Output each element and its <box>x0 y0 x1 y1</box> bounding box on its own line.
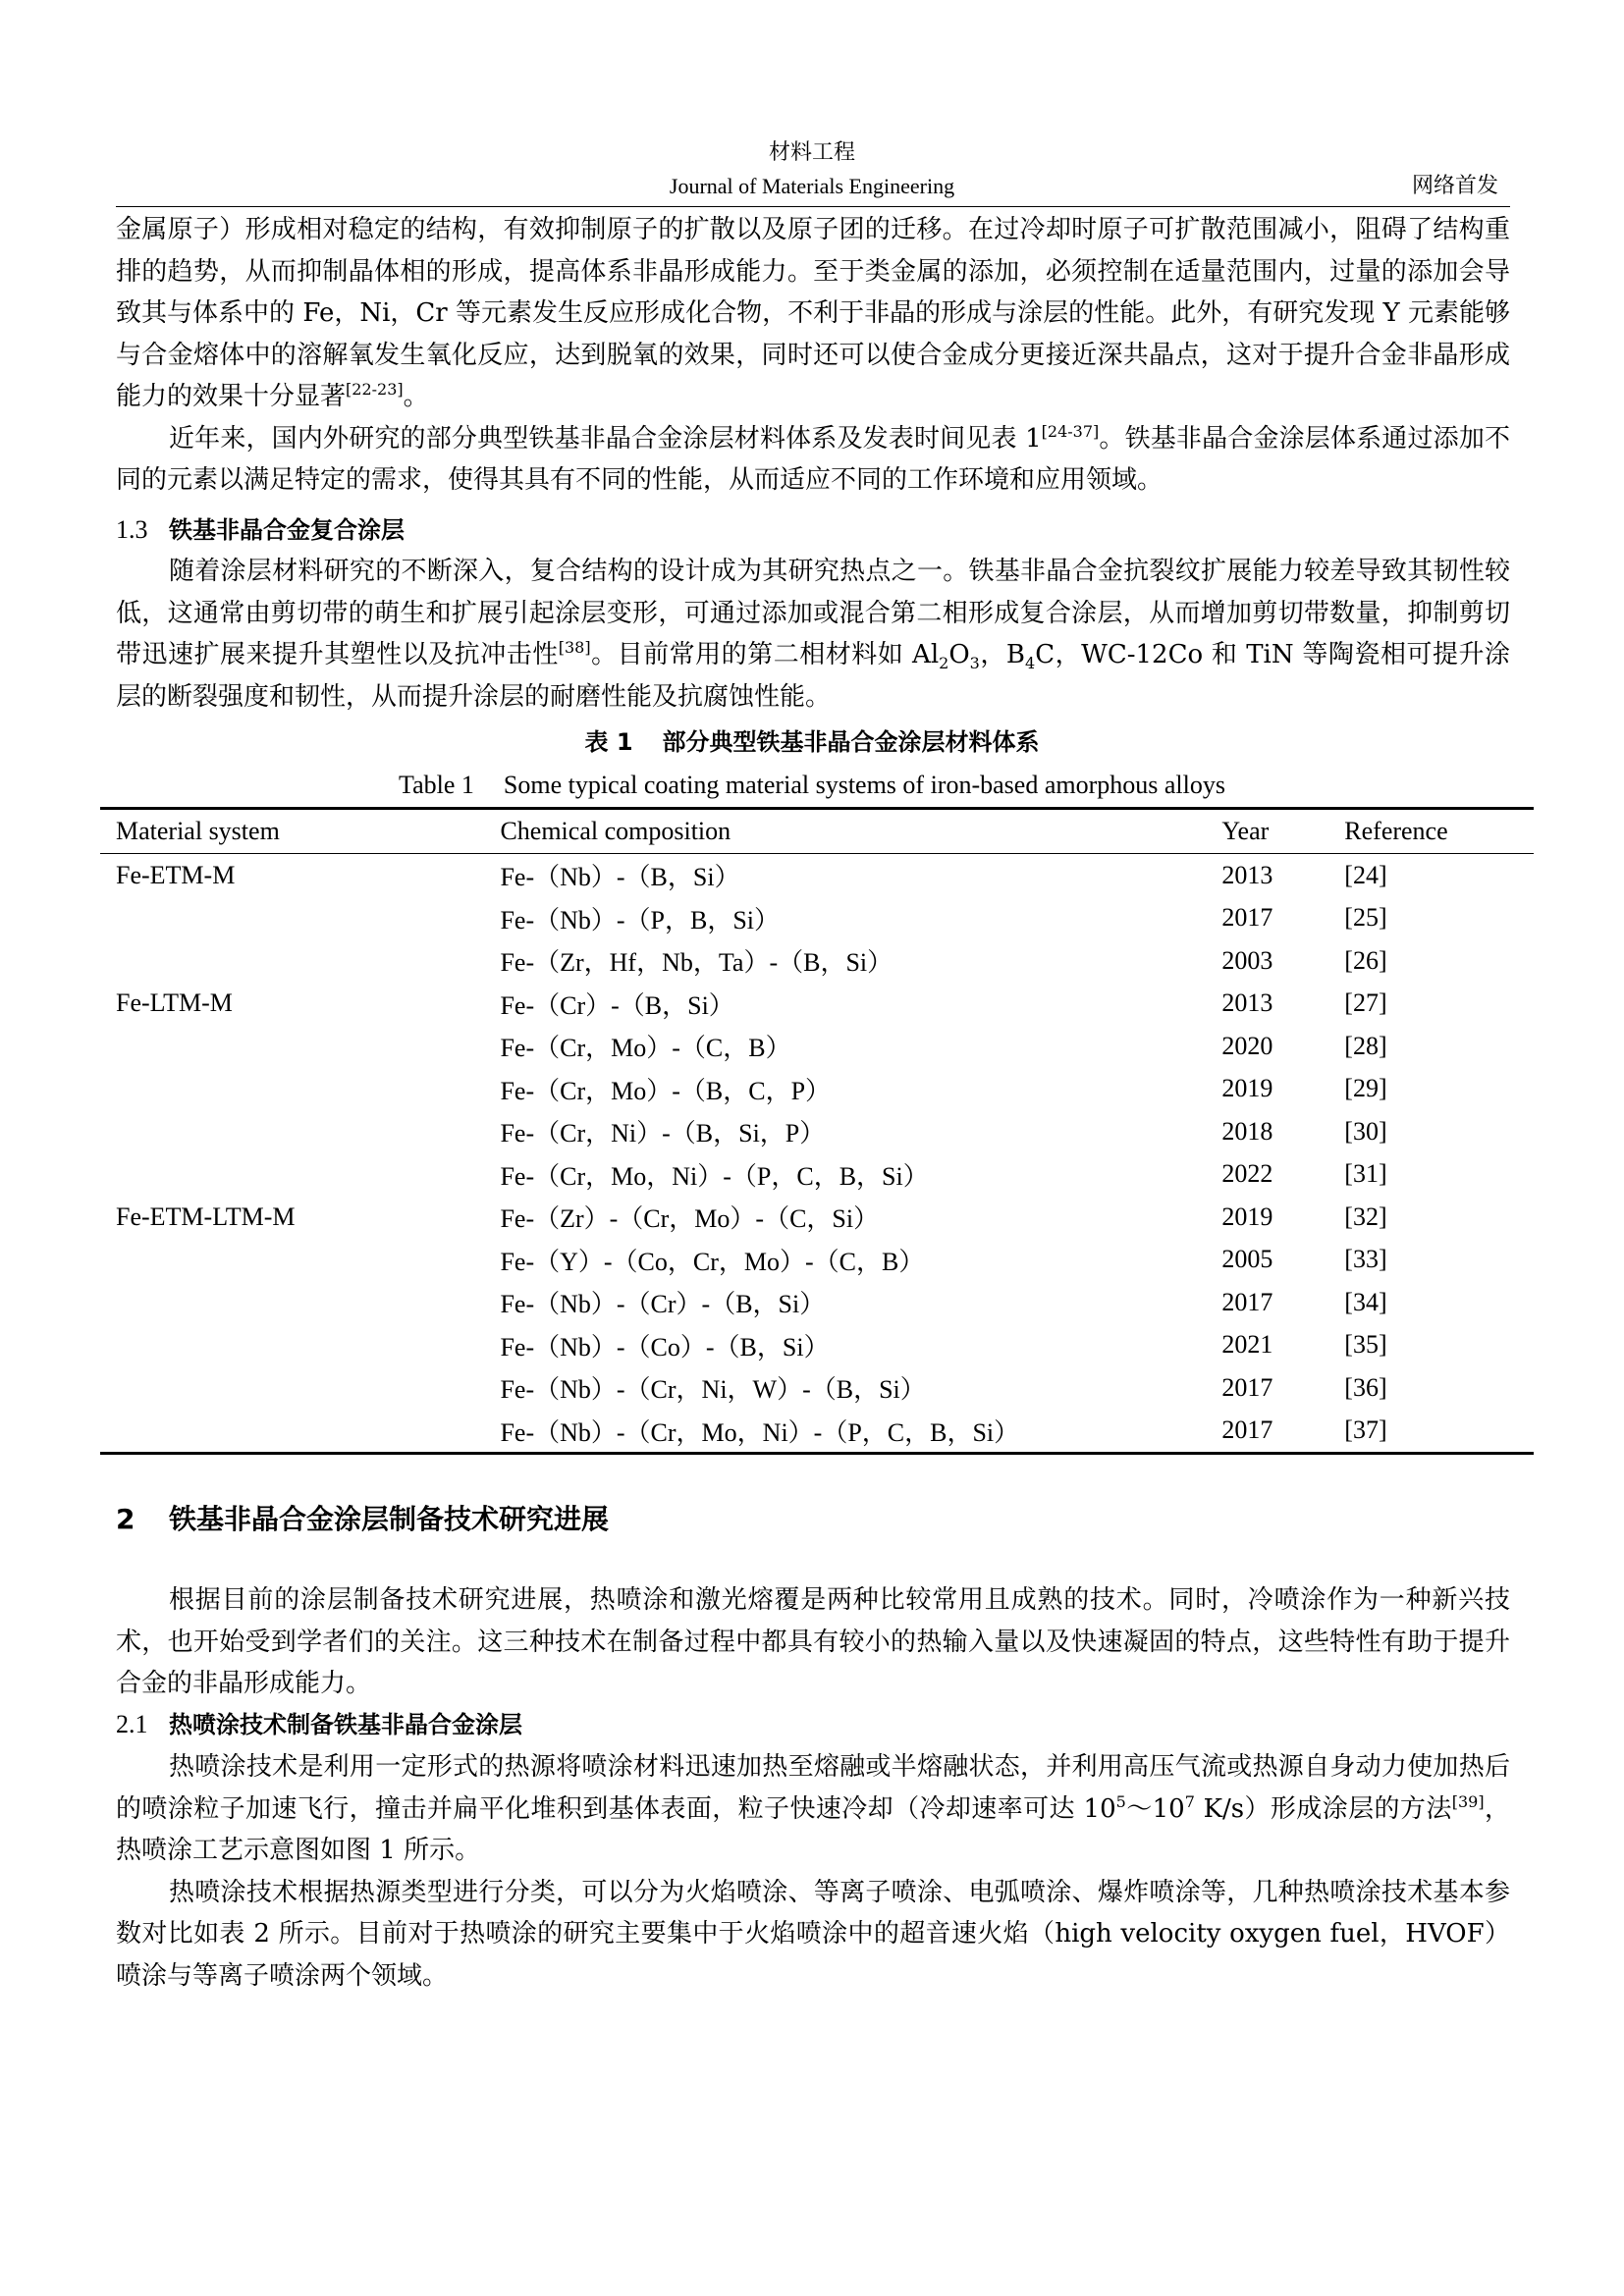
header-rule <box>116 206 1510 207</box>
reference-cell: [32] <box>1344 1201 1387 1231</box>
year-cell: 2017 <box>1221 903 1273 933</box>
composition-cell: Fe-（Nb）-（Co）-（B，Si） <box>500 1332 830 1362</box>
material-system-cell <box>100 1153 500 1197</box>
table-row <box>100 939 1534 983</box>
reference-cell: [30] <box>1344 1116 1387 1146</box>
material-system-cell <box>100 1366 500 1410</box>
composition-cell: Fe-（Cr，Mo，Ni）-（P，C，B，Si） <box>500 1161 929 1191</box>
table-row <box>100 1281 1534 1324</box>
year-cell: 2022 <box>1221 1159 1273 1189</box>
reference-cell: [35] <box>1344 1330 1387 1360</box>
reference-cell: [24] <box>1344 860 1387 889</box>
table-row <box>100 983 1534 1026</box>
citation: [39] <box>1451 1791 1485 1811</box>
material-system-cell: Fe-ETM-M <box>116 860 236 889</box>
table-row <box>100 1410 1534 1454</box>
heading-number: 1.3 <box>116 515 148 544</box>
reference-cell: [28] <box>1344 1031 1387 1060</box>
body-text-section-2 <box>116 1579 1510 1705</box>
composition-cell: Fe-（Nb）-（Cr，Mo，Ni）-（P，C，B，Si） <box>500 1417 1020 1447</box>
table-row <box>100 1196 1534 1239</box>
online-first-label: 网络首发 <box>1411 174 1498 198</box>
material-system-cell <box>100 897 500 940</box>
composition-cell: Fe-（Y）-（Co，Cr，Mo）-（C，B） <box>500 1247 925 1276</box>
material-system-cell <box>100 939 500 983</box>
material-system-cell <box>100 1239 500 1282</box>
reference-cell: [36] <box>1344 1372 1387 1402</box>
table-label-cn: 表 1 <box>584 728 633 756</box>
citation: [24-37] <box>1041 421 1100 441</box>
composition-cell: Fe-（Zr，Hf，Nb，Ta）-（B，Si） <box>500 948 893 978</box>
paragraph-3: 随着涂层材料研究的不断深入，复合结构的设计成为其研究热点之一。铁基非晶合金抗裂纹扩展能力较差导致其韧性较低，这通常由剪切带的萌生和扩展引起涂层变形，可通过添加或混合第二相形成复合涂层，从而增加剪切带数量，抑制剪切带迅速扩展来提升其塑性以及抗冲击性[38]。目前常用的第二相材料如 $Al_2O_3$，$B_4C$，WC-12Co 和 TiN 等陶瓷相可提升涂层的断裂强度和韧性，从而提升涂层的耐磨性能及抗腐蚀性能。 <box>116 557 1510 712</box>
paragraph-5: 热喷涂技术是利用一定形式的热源将喷涂材料迅速加热至熔融或半熔融状态，并利用高压气流或热源自身动力使加热后的喷涂粒子加速飞行，撞击并扁平化堆积到基体表面，粒子快速冷却（冷却速率可达 $10^5\sim 10^7$ K/s）形成涂层的方法[39]，热喷涂工艺示意图如图 1 所示。 <box>116 1752 1510 1865</box>
year-cell: 2005 <box>1221 1245 1273 1274</box>
composition-cell: Fe-（Zr）-（Cr，Mo）-（C，Si） <box>500 1204 880 1234</box>
section-heading-2-1 <box>116 1705 522 1744</box>
table-row <box>100 1153 1534 1197</box>
section-heading-2 <box>116 1500 609 1539</box>
paragraph-6: 热喷涂技术根据热源类型进行分类，可以分为火焰喷涂、等离子喷涂、电弧喷涂、爆炸喷涂等，几种热喷涂技术基本参数对比如表 2 所示。目前对于热喷涂的研究主要集中于火焰喷涂中的超音速火焰（high velocity oxygen fuel，HVOF）喷涂与等离子喷涂两个领域。 <box>116 1877 1510 1991</box>
body-text-composite <box>116 551 1510 718</box>
table-title-en: Some typical coating material systems of iron-based amorphous alloys <box>503 771 1225 799</box>
year-cell: 2019 <box>1221 1201 1273 1231</box>
material-system-cell <box>100 1324 500 1367</box>
reference-cell: [26] <box>1344 945 1387 975</box>
composition-cell: Fe-（Nb）-（P，B，Si） <box>500 905 781 934</box>
reference-cell: [29] <box>1344 1074 1387 1103</box>
year-cell: 2013 <box>1221 860 1273 889</box>
column-header: Year <box>1221 817 1270 845</box>
reference-cell: [33] <box>1344 1245 1387 1274</box>
year-cell: 2019 <box>1221 1074 1273 1103</box>
year-cell: 2003 <box>1221 945 1273 975</box>
heading-number: 2 <box>116 1503 135 1535</box>
year-cell: 2021 <box>1221 1330 1273 1360</box>
heading-number: 2.1 <box>116 1710 148 1738</box>
paragraph-1: 金属原子）形成相对稳定的结构，有效抑制原子的扩散以及原子团的迁移。在过冷却时原子可扩散范围减小，阻碍了结构重排的趋势，从而抑制晶体相的形成，提高体系非晶形成能力。至于类金属的添加，必须控制在适量范围内，过量的添加会导致其与体系中的 Fe，Ni，Cr 等元素发生反应形成化合物，不利于非晶的形成与涂层的性能。此外，有研究发现 Y 元素能够与合金熔体中的溶解氧发生氧化反应，达到脱氧的效果，同时还可以使合金成分更接近深共晶点，这对于提升合金非晶形成能力的效果十分显著[22-23]。 <box>116 215 1510 411</box>
composition-cell: Fe-（Nb）-（B，Si） <box>500 863 740 892</box>
column-header: Material system <box>116 817 280 845</box>
table-row <box>100 1110 1534 1153</box>
journal-title-en: Journal of Materials Engineering <box>669 174 955 198</box>
material-system-cell: Fe-LTM-M <box>116 988 233 1018</box>
section-heading-1-3 <box>116 510 405 550</box>
reference-cell: [31] <box>1344 1159 1387 1189</box>
table-title-cn: 部分典型铁基非晶合金涂层材料体系 <box>662 728 1040 756</box>
materials-table <box>100 807 1534 1455</box>
year-cell: 2013 <box>1221 988 1273 1018</box>
reference-cell: [27] <box>1344 988 1387 1018</box>
composition-cell: Fe-（Nb）-（Cr，Ni，W）-（B，Si） <box>500 1375 926 1405</box>
heading-title: 铁基非晶合金涂层制备技术研究进展 <box>169 1503 610 1535</box>
material-system-cell <box>100 1068 500 1111</box>
composition-cell: Fe-（Cr，Mo）-（C，B） <box>500 1034 791 1063</box>
year-cell: 2017 <box>1221 1372 1273 1402</box>
table-caption-cn <box>0 724 1624 760</box>
table-row <box>100 897 1534 940</box>
journal-title-cn: 材料工程 <box>768 140 855 165</box>
year-cell: 2020 <box>1221 1031 1273 1060</box>
table-caption-en <box>0 768 1624 803</box>
table-row <box>100 1239 1534 1282</box>
body-text-top <box>116 209 1510 502</box>
reference-cell: [25] <box>1344 903 1387 933</box>
table-row <box>100 1324 1534 1367</box>
composition-cell: Fe-（Cr，Mo）-（B，C，P） <box>500 1076 832 1105</box>
material-system-cell <box>100 1281 500 1324</box>
material-system-cell <box>100 1110 500 1153</box>
year-cell: 2017 <box>1221 1287 1273 1316</box>
material-system-cell <box>100 1410 500 1454</box>
year-cell: 2018 <box>1221 1116 1273 1146</box>
table-row <box>100 854 1534 897</box>
table-label-en: Table 1 <box>399 771 474 799</box>
composition-cell: Fe-（Cr）-（B，Si） <box>500 990 734 1020</box>
year-cell: 2017 <box>1221 1415 1273 1445</box>
body-text-thermal-spray <box>116 1746 1510 1997</box>
table-row <box>100 1068 1534 1111</box>
material-system-cell: Fe-ETM-LTM-M <box>116 1201 296 1231</box>
column-header: Reference <box>1344 817 1448 845</box>
paragraph-4: 根据目前的涂层制备技术研究进展，热喷涂和激光熔覆是两种比较常用且成熟的技术。同时，冷喷涂作为一种新兴技术，也开始受到学者们的关注。这三种技术在制备过程中都具有较小的热输入量以及快速凝固的特点，这些特性有助于提升合金的非晶形成能力。 <box>116 1585 1510 1698</box>
material-system-cell <box>100 1025 500 1068</box>
composition-cell: Fe-（Cr，Ni）-（B，Si，P） <box>500 1119 826 1148</box>
reference-cell: [37] <box>1344 1415 1387 1445</box>
table-header-row <box>100 809 1534 854</box>
table-row <box>100 1366 1534 1410</box>
citation: [38] <box>558 638 591 657</box>
paragraph-2: 近年来，国内外研究的部分典型铁基非晶合金涂层材料体系及发表时间见表 1[24-37]。铁基非晶合金涂层体系通过添加不同的元素以满足特定的需求，使得其具有不同的性能，从而适应不同的工作环境和应用领域。 <box>116 421 1510 495</box>
table-row <box>100 1025 1534 1068</box>
heading-title: 铁基非晶合金复合涂层 <box>169 516 405 544</box>
citation: [22-23] <box>346 380 404 399</box>
heading-title: 热喷涂技术制备铁基非晶合金涂层 <box>169 1711 522 1738</box>
column-header: Chemical composition <box>500 817 731 845</box>
reference-cell: [34] <box>1344 1287 1387 1316</box>
composition-cell: Fe-（Nb）-（Cr）-（B，Si） <box>500 1290 826 1319</box>
